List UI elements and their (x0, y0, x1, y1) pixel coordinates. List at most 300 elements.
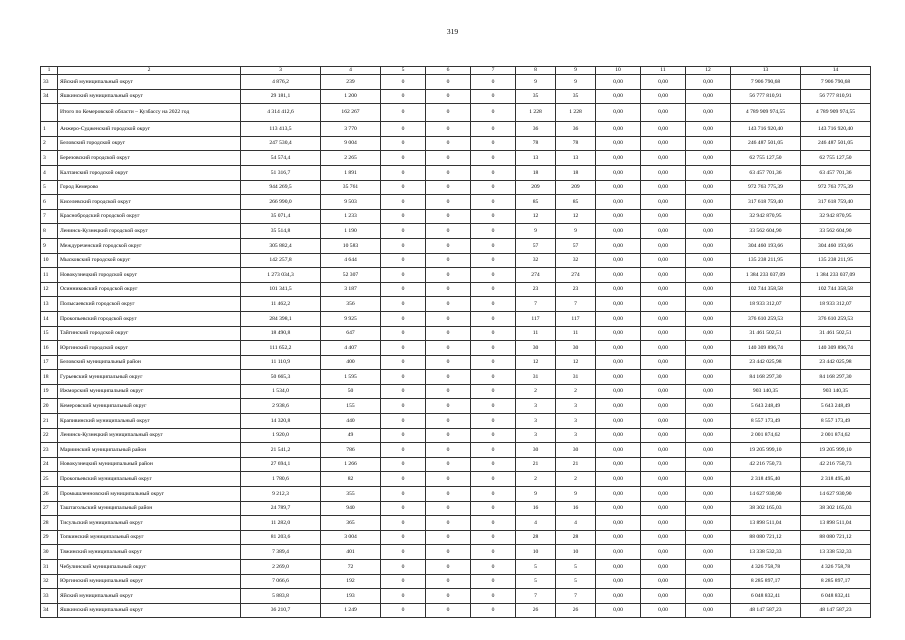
col-11-cell: 0,00 (641, 428, 686, 443)
col-3-cell: 27 694,1 (241, 457, 321, 472)
col-12-cell: 0,00 (686, 180, 731, 195)
col-6-cell: 0 (426, 75, 471, 90)
row-number-cell: 4 (41, 165, 58, 180)
row-number-cell: 23 (41, 443, 58, 458)
col-9-cell: 30 (556, 443, 596, 458)
table-row (41, 355, 871, 370)
col-4-cell: 440 (321, 414, 381, 429)
col-12-cell: 0,00 (686, 384, 731, 399)
col-8-cell: 9 (516, 224, 556, 239)
col-10-cell: 0,00 (596, 516, 641, 531)
col-7-cell: 0 (471, 560, 516, 575)
row-number-cell: 9 (41, 238, 58, 253)
col-13-cell: 140 309 896,74 (731, 341, 801, 356)
table-row (41, 443, 871, 458)
row-number-cell: 20 (41, 399, 58, 414)
row-number-cell: 29 (41, 530, 58, 545)
col-14-cell: 7 906 790,68 (801, 75, 871, 90)
row-number-cell: 24 (41, 457, 58, 472)
municipality-name-cell: Кемеровский муниципальный округ (58, 399, 241, 414)
col-6-cell: 0 (426, 253, 471, 268)
col-12-cell: 0,00 (686, 589, 731, 604)
municipality-name-cell: Гурьевский муниципальный округ (58, 370, 241, 385)
col-12-cell: 0,00 (686, 560, 731, 575)
municipality-name-cell: Чебулинский муниципальный округ (58, 560, 241, 575)
row-number-cell: 34 (41, 603, 58, 618)
col-11-cell: 0,00 (641, 89, 686, 104)
row-number-cell: 5 (41, 180, 58, 195)
col-12-cell: 0,00 (686, 268, 731, 283)
row-number-cell: 15 (41, 326, 58, 341)
municipality-name-cell: Тисульский муниципальный округ (58, 516, 241, 531)
col-5-cell: 0 (381, 180, 426, 195)
col-3-cell: 1 920,0 (241, 428, 321, 443)
col-12-cell: 0,00 (686, 224, 731, 239)
col-13-cell: 31 461 502,51 (731, 326, 801, 341)
col-5-cell: 0 (381, 457, 426, 472)
col-9-cell: 18 (556, 165, 596, 180)
col-3-cell: 7 066,6 (241, 574, 321, 589)
table-row (41, 268, 871, 283)
col-4-cell: 49 (321, 428, 381, 443)
col-6-cell: 0 (426, 399, 471, 414)
col-12-cell: 0,00 (686, 414, 731, 429)
col-11-cell: 0,00 (641, 384, 686, 399)
col-9-cell: 9 (556, 67, 596, 75)
col-4-cell: 1 200 (321, 89, 381, 104)
col-14-cell: 2 001 874,62 (801, 428, 871, 443)
col-5-cell: 0 (381, 268, 426, 283)
col-13-cell: 38 302 165,03 (731, 501, 801, 516)
col-12-cell: 0,00 (686, 545, 731, 560)
col-13-cell: 48 147 587,23 (731, 603, 801, 618)
col-4-cell: 2 265 (321, 151, 381, 166)
col-6-cell: 0 (426, 414, 471, 429)
col-11-cell: 0,00 (641, 589, 686, 604)
table-row (41, 428, 871, 443)
col-10-cell: 0,00 (596, 472, 641, 487)
col-12-cell: 0,00 (686, 603, 731, 618)
col-9-cell: 117 (556, 311, 596, 326)
col-4-cell: 4 407 (321, 341, 381, 356)
table-row (41, 399, 871, 414)
col-10-cell: 0,00 (596, 560, 641, 575)
col-8-cell: 209 (516, 180, 556, 195)
col-4-cell: 9 503 (321, 195, 381, 210)
table-row (41, 589, 871, 604)
col-7-cell: 0 (471, 253, 516, 268)
col-5-cell: 0 (381, 589, 426, 604)
municipality-name-cell: Ленинск-Кузнецкий муниципальный округ (58, 428, 241, 443)
col-14-cell: 18 933 312,07 (801, 297, 871, 312)
col-6-cell: 0 (426, 355, 471, 370)
col-13-cell: 376 610 259,53 (731, 311, 801, 326)
municipality-name-cell: Краснобродский городской округ (58, 209, 241, 224)
col-13-cell: 102 744 358,58 (731, 282, 801, 297)
col-6-cell: 0 (426, 238, 471, 253)
col-9-cell: 10 (556, 545, 596, 560)
row-number-cell: 25 (41, 472, 58, 487)
col-12-cell: 0,00 (686, 487, 731, 502)
col-14-cell: 1 384 233 037,09 (801, 268, 871, 283)
col-9-cell: 5 (556, 574, 596, 589)
col-5-cell: 0 (381, 472, 426, 487)
col-13-cell: 2 001 874,62 (731, 428, 801, 443)
col-6-cell: 6 (426, 67, 471, 75)
col-7-cell: 0 (471, 122, 516, 137)
col-11-cell: 0,00 (641, 311, 686, 326)
col-3-cell: 81 203,6 (241, 530, 321, 545)
col-13-cell: 23 442 025,98 (731, 355, 801, 370)
municipality-name-cell: Осинниковский городской округ (58, 282, 241, 297)
row-number-cell: 27 (41, 501, 58, 516)
col-6-cell: 0 (426, 516, 471, 531)
col-11-cell: 0,00 (641, 560, 686, 575)
col-10-cell: 0,00 (596, 136, 641, 151)
col-3-cell: 305 882,4 (241, 238, 321, 253)
municipality-name-cell: Ижморский муниципальный округ (58, 384, 241, 399)
col-14-cell: 48 147 587,23 (801, 603, 871, 618)
col-5-cell: 0 (381, 209, 426, 224)
col-10-cell: 10 (596, 67, 641, 75)
col-13-cell: 143 716 920,40 (731, 122, 801, 137)
col-10-cell: 0,00 (596, 414, 641, 429)
col-13-cell: 2 318 495,40 (731, 472, 801, 487)
municipality-name-cell: 2 (58, 67, 241, 75)
col-3-cell: 5 883,8 (241, 589, 321, 604)
col-10-cell: 0,00 (596, 341, 641, 356)
col-7-cell: 0 (471, 487, 516, 502)
col-6-cell: 0 (426, 136, 471, 151)
col-3-cell: 284 398,1 (241, 311, 321, 326)
col-9-cell: 35 (556, 89, 596, 104)
col-4-cell: 3 770 (321, 122, 381, 137)
col-5-cell: 0 (381, 195, 426, 210)
table-row (41, 603, 871, 618)
col-4-cell: 4 (321, 67, 381, 75)
col-6-cell: 0 (426, 224, 471, 239)
col-7-cell: 0 (471, 370, 516, 385)
col-10-cell: 0,00 (596, 399, 641, 414)
col-8-cell: 35 (516, 89, 556, 104)
col-10-cell: 0,00 (596, 75, 641, 90)
col-12-cell: 0,00 (686, 341, 731, 356)
col-6-cell: 0 (426, 384, 471, 399)
col-6-cell: 0 (426, 326, 471, 341)
col-12-cell: 12 (686, 67, 731, 75)
col-14-cell: 63 457 701,36 (801, 165, 871, 180)
col-8-cell: 23 (516, 282, 556, 297)
col-4-cell: 355 (321, 487, 381, 502)
municipality-name-cell: Яйский муниципальный округ (58, 589, 241, 604)
col-6-cell: 0 (426, 311, 471, 326)
col-13-cell: 1 384 233 037,09 (731, 268, 801, 283)
municipality-name-cell: Юргинский муниципальный округ (58, 574, 241, 589)
col-13-cell: 56 777 810,91 (731, 89, 801, 104)
row-number-cell: 31 (41, 560, 58, 575)
municipality-name-cell: Анжеро-Судженский городской округ (58, 122, 241, 137)
col-6-cell: 0 (426, 195, 471, 210)
col-11-cell: 0,00 (641, 457, 686, 472)
col-7-cell: 0 (471, 341, 516, 356)
col-7-cell: 0 (471, 89, 516, 104)
col-5-cell: 0 (381, 516, 426, 531)
col-13-cell: 8 557 173,49 (731, 414, 801, 429)
col-11-cell: 0,00 (641, 282, 686, 297)
table-row (41, 165, 871, 180)
col-11-cell: 0,00 (641, 297, 686, 312)
col-8-cell: 274 (516, 268, 556, 283)
col-3-cell: 50 665,3 (241, 370, 321, 385)
col-9-cell: 9 (556, 487, 596, 502)
col-10-cell: 0,00 (596, 238, 641, 253)
col-8-cell: 12 (516, 209, 556, 224)
row-number-cell: 1 (41, 122, 58, 137)
col-4-cell: 4 644 (321, 253, 381, 268)
col-8-cell: 13 (516, 151, 556, 166)
col-3-cell: 11 282,0 (241, 516, 321, 531)
col-3-cell: 11 462,2 (241, 297, 321, 312)
row-number-cell: 26 (41, 487, 58, 502)
col-3-cell: 266 990,0 (241, 195, 321, 210)
col-5-cell: 0 (381, 487, 426, 502)
municipality-name-cell: Березовский городской округ (58, 151, 241, 166)
table-row (41, 282, 871, 297)
col-13-cell: 246 487 501,05 (731, 136, 801, 151)
col-5-cell: 0 (381, 370, 426, 385)
col-7-cell: 0 (471, 180, 516, 195)
col-14-cell: 8 285 897,17 (801, 574, 871, 589)
row-number-cell: 22 (41, 428, 58, 443)
col-6-cell: 0 (426, 443, 471, 458)
col-6-cell: 0 (426, 209, 471, 224)
table-row (41, 136, 871, 151)
col-6-cell: 0 (426, 530, 471, 545)
col-4-cell: 35 761 (321, 180, 381, 195)
col-7-cell: 0 (471, 195, 516, 210)
col-9-cell: 32 (556, 253, 596, 268)
col-3-cell: 1 780,6 (241, 472, 321, 487)
col-14-cell: 317 618 759,40 (801, 195, 871, 210)
col-4-cell: 192 (321, 574, 381, 589)
data-table (40, 66, 871, 618)
col-14-cell: 4 789 909 974,55 (801, 104, 871, 122)
col-11-cell: 11 (641, 67, 686, 75)
row-number-cell: 3 (41, 151, 58, 166)
col-11-cell: 0,00 (641, 268, 686, 283)
col-10-cell: 0,00 (596, 282, 641, 297)
col-3-cell: 18 490,8 (241, 326, 321, 341)
col-4-cell: 193 (321, 589, 381, 604)
table-row (41, 311, 871, 326)
col-14-cell: 135 238 211,95 (801, 253, 871, 268)
col-5-cell: 0 (381, 75, 426, 90)
col-7-cell: 0 (471, 224, 516, 239)
col-11-cell: 0,00 (641, 195, 686, 210)
col-9-cell: 2 (556, 384, 596, 399)
col-3-cell: 113 413,5 (241, 122, 321, 137)
col-10-cell: 0,00 (596, 545, 641, 560)
col-10-cell: 0,00 (596, 443, 641, 458)
col-10-cell: 0,00 (596, 104, 641, 122)
col-4-cell: 1 891 (321, 165, 381, 180)
col-10-cell: 0,00 (596, 501, 641, 516)
col-4-cell: 940 (321, 501, 381, 516)
col-8-cell: 28 (516, 530, 556, 545)
col-10-cell: 0,00 (596, 326, 641, 341)
table-row (41, 75, 871, 90)
col-8-cell: 26 (516, 603, 556, 618)
table-row (41, 326, 871, 341)
col-14-cell: 102 744 358,58 (801, 282, 871, 297)
col-4-cell: 365 (321, 516, 381, 531)
col-7-cell: 0 (471, 545, 516, 560)
col-13-cell: 62 755 127,50 (731, 151, 801, 166)
col-7-cell: 0 (471, 399, 516, 414)
table-row (41, 574, 871, 589)
col-12-cell: 0,00 (686, 122, 731, 137)
col-13-cell: 7 906 790,68 (731, 75, 801, 90)
row-number-cell: 13 (41, 297, 58, 312)
col-9-cell: 9 (556, 75, 596, 90)
col-13-cell: 13 338 532,33 (731, 545, 801, 560)
col-7-cell: 0 (471, 530, 516, 545)
col-5-cell: 0 (381, 136, 426, 151)
col-12-cell: 0,00 (686, 428, 731, 443)
col-5-cell: 0 (381, 414, 426, 429)
col-7-cell: 0 (471, 104, 516, 122)
col-13-cell: 13 (731, 67, 801, 75)
municipality-name-cell: Беловский муниципальный район (58, 355, 241, 370)
table-row (41, 560, 871, 575)
col-3-cell: 7 389,4 (241, 545, 321, 560)
col-5-cell: 0 (381, 384, 426, 399)
municipality-name-cell: Прокопьевский муниципальный округ (58, 472, 241, 487)
col-12-cell: 0,00 (686, 472, 731, 487)
col-9-cell: 57 (556, 238, 596, 253)
col-9-cell: 12 (556, 209, 596, 224)
col-3-cell: 11 110,9 (241, 355, 321, 370)
col-3-cell: 35 071,4 (241, 209, 321, 224)
col-10-cell: 0,00 (596, 89, 641, 104)
col-8-cell: 5 (516, 560, 556, 575)
col-7-cell: 0 (471, 428, 516, 443)
col-8-cell: 4 (516, 516, 556, 531)
col-9-cell: 2 (556, 472, 596, 487)
col-10-cell: 0,00 (596, 428, 641, 443)
col-8-cell: 2 (516, 384, 556, 399)
col-13-cell: 14 627 930,90 (731, 487, 801, 502)
col-14-cell: 88 080 721,12 (801, 530, 871, 545)
col-5-cell: 0 (381, 574, 426, 589)
col-4-cell: 9 004 (321, 136, 381, 151)
municipality-name-cell: Мысковский городской округ (58, 253, 241, 268)
col-8-cell: 5 (516, 574, 556, 589)
col-7-cell: 0 (471, 75, 516, 90)
col-6-cell: 0 (426, 560, 471, 575)
col-7-cell: 0 (471, 238, 516, 253)
col-7-cell: 0 (471, 151, 516, 166)
row-number-cell: 32 (41, 574, 58, 589)
table-row (41, 384, 871, 399)
col-8-cell: 3 (516, 428, 556, 443)
municipality-name-cell: Новокузнецкий городской округ (58, 268, 241, 283)
col-6-cell: 0 (426, 268, 471, 283)
col-10-cell: 0,00 (596, 457, 641, 472)
col-6-cell: 0 (426, 545, 471, 560)
municipality-name-cell: Итого по Кемеровской области – Кузбассу на 2022 год (58, 104, 241, 122)
col-6-cell: 0 (426, 370, 471, 385)
col-10-cell: 0,00 (596, 253, 641, 268)
col-3-cell: 4 314 412,6 (241, 104, 321, 122)
col-8-cell: 85 (516, 195, 556, 210)
col-8-cell: 1 228 (516, 104, 556, 122)
col-6-cell: 0 (426, 104, 471, 122)
col-14-cell: 376 610 259,53 (801, 311, 871, 326)
col-12-cell: 0,00 (686, 399, 731, 414)
col-6-cell: 0 (426, 341, 471, 356)
col-8-cell: 7 (516, 589, 556, 604)
col-5-cell: 0 (381, 122, 426, 137)
col-14-cell: 14 627 930,90 (801, 487, 871, 502)
municipality-name-cell: Юргинский городской округ (58, 341, 241, 356)
table-row (41, 530, 871, 545)
col-11-cell: 0,00 (641, 136, 686, 151)
col-12-cell: 0,00 (686, 136, 731, 151)
col-7-cell: 7 (471, 67, 516, 75)
col-7-cell: 0 (471, 501, 516, 516)
col-4-cell: 1 266 (321, 457, 381, 472)
col-14-cell: 13 898 511,04 (801, 516, 871, 531)
col-10-cell: 0,00 (596, 122, 641, 137)
col-4-cell: 3 004 (321, 530, 381, 545)
row-number-cell: 12 (41, 282, 58, 297)
col-11-cell: 0,00 (641, 516, 686, 531)
col-4-cell: 10 583 (321, 238, 381, 253)
col-6-cell: 0 (426, 487, 471, 502)
col-4-cell: 400 (321, 355, 381, 370)
col-6-cell: 0 (426, 589, 471, 604)
col-6-cell: 0 (426, 501, 471, 516)
table-row (41, 297, 871, 312)
col-3-cell: 944 269,5 (241, 180, 321, 195)
table-row (41, 209, 871, 224)
municipality-name-cell: Яйский муниципальный округ (58, 75, 241, 90)
col-7-cell: 0 (471, 209, 516, 224)
col-10-cell: 0,00 (596, 268, 641, 283)
col-14-cell: 143 716 920,40 (801, 122, 871, 137)
col-7-cell: 0 (471, 443, 516, 458)
table-row (41, 472, 871, 487)
page-number: 319 (446, 27, 459, 36)
col-8-cell: 36 (516, 122, 556, 137)
col-3-cell: 1 534,0 (241, 384, 321, 399)
col-14-cell: 42 216 750,73 (801, 457, 871, 472)
col-4-cell: 356 (321, 297, 381, 312)
municipality-name-cell: Город Кемерово (58, 180, 241, 195)
col-4-cell: 52 307 (321, 268, 381, 283)
col-3-cell: 35 514,8 (241, 224, 321, 239)
col-14-cell: 972 763 775,39 (801, 180, 871, 195)
col-10-cell: 0,00 (596, 180, 641, 195)
col-11-cell: 0,00 (641, 253, 686, 268)
col-7-cell: 0 (471, 136, 516, 151)
col-3-cell: 54 574,4 (241, 151, 321, 166)
col-14-cell: 38 302 165,03 (801, 501, 871, 516)
municipality-name-cell: Яшкинский муниципальный округ (58, 603, 241, 618)
col-4-cell: 239 (321, 75, 381, 90)
col-14-cell: 2 318 495,40 (801, 472, 871, 487)
